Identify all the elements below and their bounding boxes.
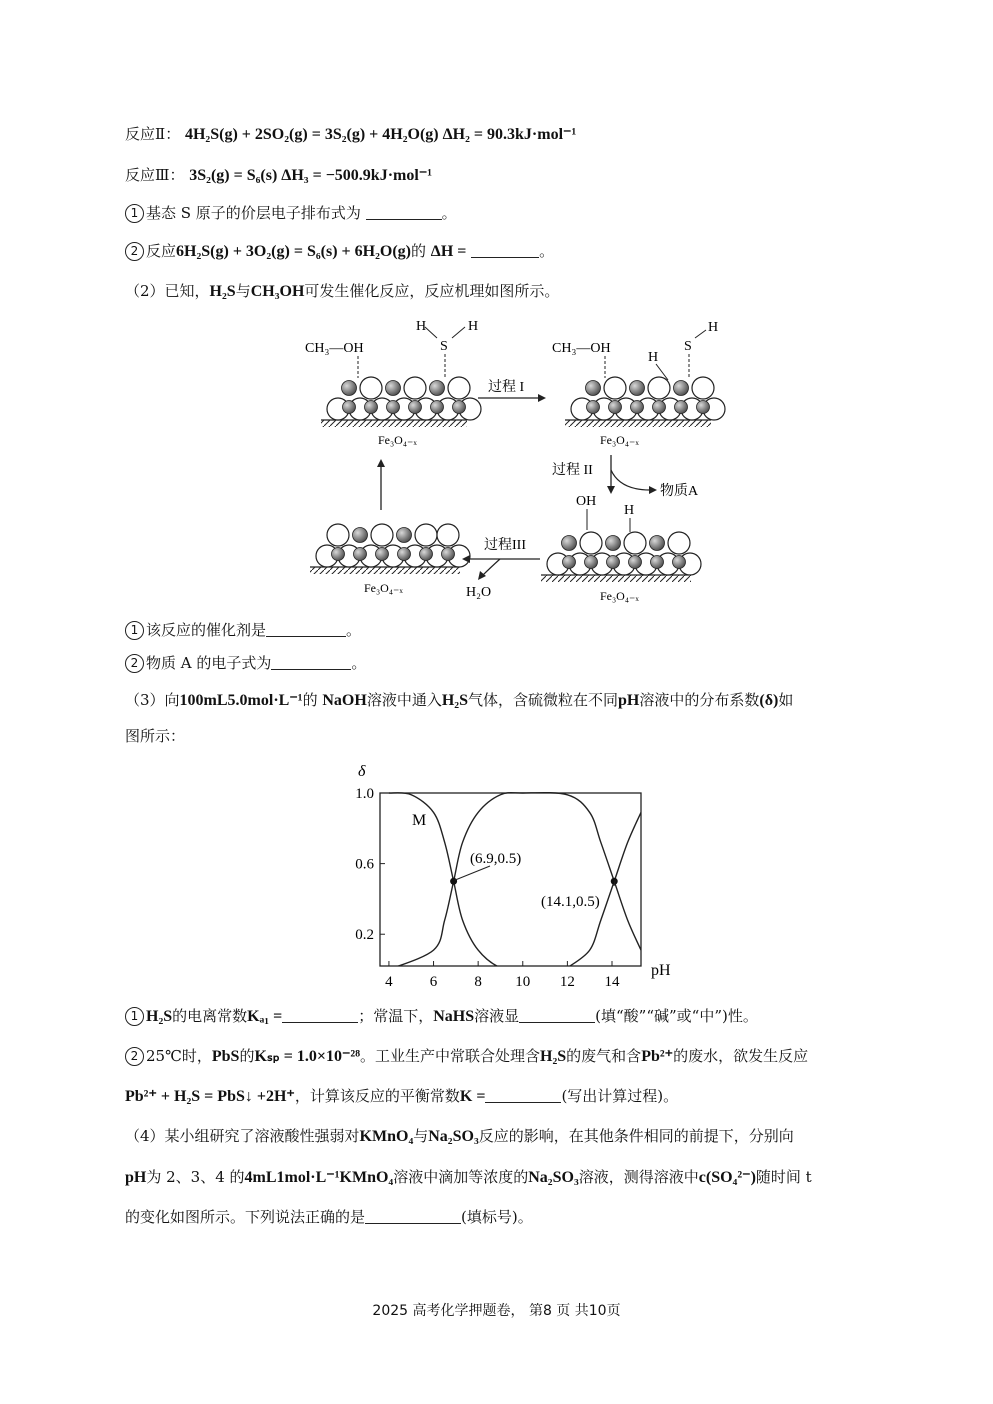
punct: 。 bbox=[351, 654, 367, 672]
x-tick-label: 10 bbox=[515, 974, 531, 990]
item-number: 1 bbox=[125, 621, 144, 640]
water-label: H₂O bbox=[466, 585, 492, 600]
question-text: （3）向 bbox=[125, 691, 180, 709]
substance-a-label: 物质A bbox=[660, 484, 699, 499]
formula: H₂S bbox=[209, 283, 236, 300]
formula: Kₛₚ = 1.0×10⁻²⁸ bbox=[254, 1048, 361, 1065]
formula: CH₃OH bbox=[250, 283, 305, 300]
question-text: 的变化如图所示。下列说法正确的是 bbox=[125, 1208, 366, 1226]
question-text: 如 bbox=[778, 691, 794, 709]
answer-blank[interactable] bbox=[365, 1207, 461, 1224]
item-number: 1 bbox=[125, 1007, 144, 1026]
formula: K = bbox=[459, 1088, 486, 1105]
formula: Na₂SO₃ bbox=[428, 1128, 479, 1145]
question-4 bbox=[125, 1124, 794, 1149]
formula: H₂S bbox=[146, 1008, 173, 1025]
h-label: H bbox=[708, 320, 719, 335]
formula: H₂S bbox=[441, 692, 468, 709]
item-number: 2 bbox=[125, 242, 144, 261]
callout-line bbox=[455, 866, 490, 880]
question-text: 与 bbox=[235, 282, 251, 300]
formula: Na₂SO₃ bbox=[528, 1169, 579, 1186]
reaction-2-label: 反应Ⅱ： bbox=[125, 125, 181, 143]
question-text: 的 bbox=[302, 691, 318, 709]
question-text: （2）已知， bbox=[125, 282, 210, 300]
question-text: (写出计算过程)。 bbox=[561, 1087, 679, 1105]
equation: Pb²⁺ + H₂S = PbS↓ +2H⁺ bbox=[125, 1088, 295, 1105]
formula: 4mL1mol·L⁻¹KMnO₄ bbox=[244, 1169, 394, 1186]
x-tick-label: 4 bbox=[385, 974, 393, 990]
item-number: 1 bbox=[125, 204, 144, 223]
question-text: 反应的影响，在其他条件相同的前提下，分别向 bbox=[478, 1127, 794, 1145]
question-text: 与 bbox=[413, 1127, 429, 1145]
x-tick-label: 8 bbox=[474, 974, 482, 990]
formula: Pb²⁺ bbox=[641, 1048, 674, 1065]
question-text: 的废水，欲发生反应 bbox=[673, 1047, 809, 1065]
question-3-2 bbox=[125, 1044, 808, 1069]
question-text: 反应 bbox=[146, 242, 177, 260]
h-label: H bbox=[468, 319, 479, 334]
question-text: 可发生催化反应，反应机理如图所示。 bbox=[304, 282, 560, 300]
punct: 。 bbox=[346, 621, 362, 639]
question-text: 溶液中的分布系数 bbox=[639, 691, 760, 709]
series-label-m: M bbox=[412, 812, 427, 829]
catalyst-label: Fe₃O₄₋ₓ bbox=[364, 581, 403, 595]
answer-blank[interactable] bbox=[519, 1006, 595, 1023]
catalyst-label: Fe₃O₄₋ₓ bbox=[600, 589, 639, 603]
y-tick-label: 1.0 bbox=[355, 786, 374, 802]
punct: 。 bbox=[539, 242, 555, 260]
series-line-3 bbox=[567, 812, 641, 967]
series-line-2 bbox=[389, 793, 641, 970]
question-text: 该反应的催化剂是 bbox=[146, 621, 267, 639]
formula: pH bbox=[618, 692, 640, 709]
h-label: H bbox=[416, 319, 427, 334]
process-3-label: 过程III bbox=[484, 538, 526, 553]
x-axis-label: pH bbox=[651, 962, 671, 979]
question-3-2-cont bbox=[125, 1084, 678, 1109]
question-text: 随时间 t bbox=[755, 1168, 812, 1186]
answer-blank[interactable] bbox=[485, 1086, 561, 1103]
item-number: 2 bbox=[125, 1047, 144, 1066]
question-text: 的 bbox=[239, 1047, 255, 1065]
question-4-line2 bbox=[125, 1165, 812, 1190]
formula: KMnO₄ bbox=[359, 1128, 414, 1145]
question-text: 溶液显 bbox=[474, 1007, 520, 1025]
page-footer: 2025 高考化学押题卷， 第8 页 共10页 bbox=[372, 1303, 621, 1319]
formula: NaHS bbox=[433, 1008, 475, 1025]
question-4-line3 bbox=[125, 1205, 533, 1229]
question-3-1 bbox=[125, 1004, 758, 1029]
x-tick-label: 14 bbox=[604, 974, 620, 990]
y-tick-label: 0.6 bbox=[355, 856, 374, 873]
question-text: 25℃时， bbox=[146, 1047, 212, 1065]
y-axis-label: δ bbox=[358, 763, 366, 780]
punct: 。 bbox=[441, 204, 457, 222]
formula: Kₐ₁ = bbox=[247, 1008, 283, 1025]
question-text: ，计算该反应的平衡常数 bbox=[294, 1087, 460, 1105]
formula: NaOH bbox=[322, 692, 367, 709]
reaction-2-equation: 4H₂S(g) + 2SO₂(g) = 3S₂(g) + 4H₂O(g) ΔH₂ = 90.3kJ·mol⁻¹ bbox=[184, 126, 577, 143]
reaction-3-equation: 3S₂(g) = S₆(s) ΔH₃ = −500.9kJ·mol⁻¹ bbox=[189, 167, 433, 184]
question-text: 为 2、3、4 的 bbox=[146, 1168, 245, 1186]
question-text: 溶液中滴加等浓度的 bbox=[393, 1168, 529, 1186]
h-label: H bbox=[624, 503, 635, 518]
question-text: (填“酸”“碱”或“中”)性。 bbox=[595, 1007, 758, 1025]
question-text: 的电离常数 bbox=[172, 1007, 248, 1025]
question-text: 的废气和含 bbox=[566, 1047, 642, 1065]
ch3oh-label: CH₃—OH bbox=[305, 341, 364, 356]
question-text: 物质 A 的电子式为 bbox=[146, 654, 272, 672]
answer-blank[interactable] bbox=[282, 1006, 358, 1023]
reaction-3-label: 反应Ⅲ： bbox=[125, 166, 185, 184]
point-label: (6.9,0.5) bbox=[470, 851, 522, 867]
item-number: 2 bbox=[125, 654, 144, 673]
h-label: H bbox=[648, 350, 659, 365]
s-label: S bbox=[440, 339, 448, 354]
question-text: 溶液，测得溶液中 bbox=[578, 1168, 699, 1186]
question-text: 的 bbox=[410, 242, 426, 260]
intersection-point bbox=[450, 878, 457, 885]
catalyst-label: Fe₃O₄₋ₓ bbox=[600, 433, 639, 447]
delta-h: ΔH = bbox=[430, 243, 467, 260]
formula: 100mL5.0mol·L⁻¹ bbox=[179, 692, 303, 709]
equation: 6H₂S(g) + 3O₂(g) = S₆(s) + 6H₂O(g) bbox=[176, 243, 411, 260]
point-label: (14.1,0.5) bbox=[541, 894, 600, 910]
question-text: (填标号)。 bbox=[461, 1208, 533, 1226]
formula: c(SO₄²⁻) bbox=[698, 1169, 756, 1186]
formula: pH bbox=[125, 1169, 147, 1186]
question-text: （4）某小组研究了溶液酸性强弱对 bbox=[125, 1127, 360, 1145]
question-text: ；常温下， bbox=[358, 1007, 434, 1025]
catalyst-label: Fe₃O₄₋ₓ bbox=[378, 433, 417, 447]
process-2-label: 过程 II bbox=[552, 463, 593, 478]
y-tick-label: 0.2 bbox=[355, 927, 374, 944]
s-label: S bbox=[684, 339, 692, 354]
question-3-line2: 图所示： bbox=[125, 727, 186, 745]
question-text: 。工业生产中常联合处理含 bbox=[360, 1047, 541, 1065]
formula: H₂S bbox=[540, 1048, 567, 1065]
oh-label: OH bbox=[576, 494, 597, 509]
x-tick-label: 6 bbox=[429, 974, 438, 990]
process-1-label: 过程 I bbox=[488, 380, 525, 395]
question-text: 溶液中通入 bbox=[366, 691, 442, 709]
x-tick-label: 12 bbox=[559, 974, 575, 990]
question-text: 气体，含硫微粒在不同 bbox=[467, 691, 618, 709]
question-text: 基态 S 原子的价层电子排布式为 bbox=[146, 204, 361, 222]
ch3oh-label: CH₃—OH bbox=[552, 341, 611, 356]
formula: PbS bbox=[211, 1048, 240, 1065]
formula: (δ) bbox=[759, 692, 779, 709]
